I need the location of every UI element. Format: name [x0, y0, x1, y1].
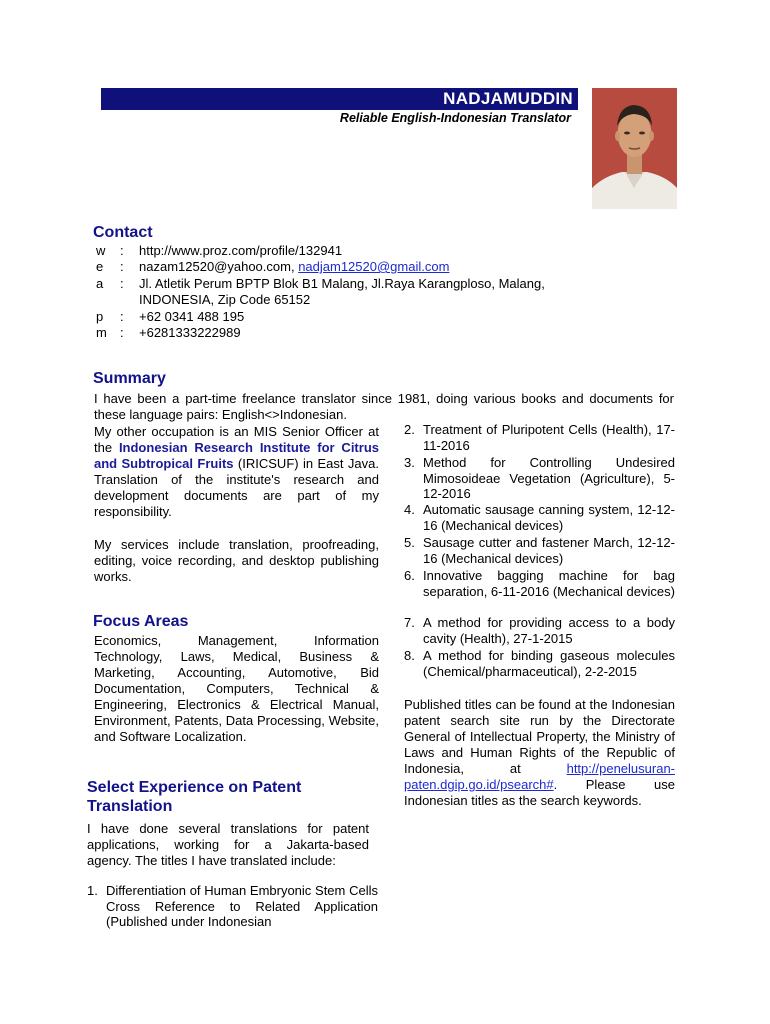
- website-link[interactable]: http://www.proz.com/profile/132941: [139, 243, 343, 258]
- list-item: 6. Innovative bagging machine for bag separation, 6-11-2016 (Mechanical devices): [404, 568, 675, 599]
- focus-areas-text: Economics, Management, Information Technology, Laws, Medical, Business & Marketing, Accounting, Automotive, Bid Documentation, Computers, Technical & Engineering, Electronics & Electrical Manual, Environment, Patents, Data Processing, Website, and Software Localization.: [94, 633, 379, 744]
- list-item: 3. Method for Controlling Undesired Mimosoideae Vegetation (Agriculture), 5-12-2016: [404, 455, 675, 501]
- profile-photo: [592, 88, 677, 209]
- contact-row-email: e : nazam12520@yahoo.com, nadjam12520@gmail.com: [96, 259, 450, 274]
- name-banner: [101, 88, 578, 110]
- contact-row-phone: p : +62 0341 488 195: [96, 309, 245, 324]
- patent-intro: I have done several translations for patent applications, working for a Jakarta-based agency. The titles I have translated include:: [87, 821, 369, 868]
- summary-heading: Summary: [93, 370, 166, 387]
- contact-row-web: w : http://www.proz.com/profile/132941: [96, 243, 343, 258]
- contact-heading: Contact: [93, 224, 153, 241]
- email-primary[interactable]: nazam12520@yahoo.com,: [139, 259, 299, 274]
- list-item: 5. Sausage cutter and fastener March, 12-12-16 (Mechanical devices): [404, 535, 675, 566]
- patent-closing: Published titles can be found at the Indonesian patent search site run by the Directorate General of Intellectual Property, the Ministry of Laws and Human Rights of the Republic of Indonesia, at http://penelusuran-paten.dgip.go.id/psearch#. Please use Indonesian titles as the search keywords.: [404, 697, 675, 808]
- contact-row-mobile: m : +6281333222989: [96, 325, 241, 340]
- list-item: 7. A method for providing access to a body cavity (Health), 27-1-2015: [404, 615, 675, 646]
- address-line-1: Jl. Atletik Perum BPTP Blok B1 Malang, Jl.Raya Karangploso, Malang,: [139, 276, 545, 291]
- person-portrait-icon: [592, 88, 677, 209]
- summary-services: My services include translation, proofreading, editing, voice recording, and desktop publishing works.: [94, 537, 379, 584]
- focus-heading: Focus Areas: [93, 613, 189, 630]
- person-name: NADJAMUDDIN: [443, 89, 573, 108]
- summary-intro: I have been a part-time freelance translator since 1981, doing various books and documents for these language pairs: English<>Indonesian.: [94, 391, 674, 422]
- patent-heading-line-1: Select Experience on Patent: [87, 779, 302, 796]
- summary-occupation: My other occupation is an MIS Senior Officer at the Indonesian Research Institute for Citrus and Subtropical Fruits (IRICSUF) in East Java. Translation of the institute's research and development documents are part of my responsibility.: [94, 424, 379, 519]
- list-item: 8. A method for binding gaseous molecules (Chemical/pharmaceutical), 2-2-2015: [404, 648, 675, 679]
- tagline: Reliable English-Indonesian Translator: [339, 111, 571, 125]
- email-gmail-link[interactable]: nadjam12520@gmail.com: [298, 259, 450, 274]
- list-item: 2. Treatment of Pluripotent Cells (Health), 17-11-2016: [404, 422, 675, 453]
- address-line-2: INDONESIA, Zip Code 65152: [139, 292, 311, 307]
- contact-row-address: a : Jl. Atletik Perum BPTP Blok B1 Malang, Jl.Raya Karangploso, Malang,: [96, 276, 545, 291]
- phone-number: +62 0341 488 195: [139, 309, 245, 324]
- list-item: 4. Automatic sausage canning system, 12-12-16 (Mechanical devices): [404, 502, 675, 533]
- list-item: 1. Differentiation of Human Embryonic Stem Cells Cross Reference to Related Application (Published under Indonesian: [87, 883, 378, 929]
- patent-heading-line-2: Translation: [87, 798, 173, 815]
- patent-search-link[interactable]: http://penelusuran-paten.dgip.go.id/psearch#: [404, 761, 675, 792]
- institute-name: Indonesian Research Institute for Citrus and Subtropical Fruits: [94, 440, 379, 471]
- mobile-number: +6281333222989: [139, 325, 241, 340]
